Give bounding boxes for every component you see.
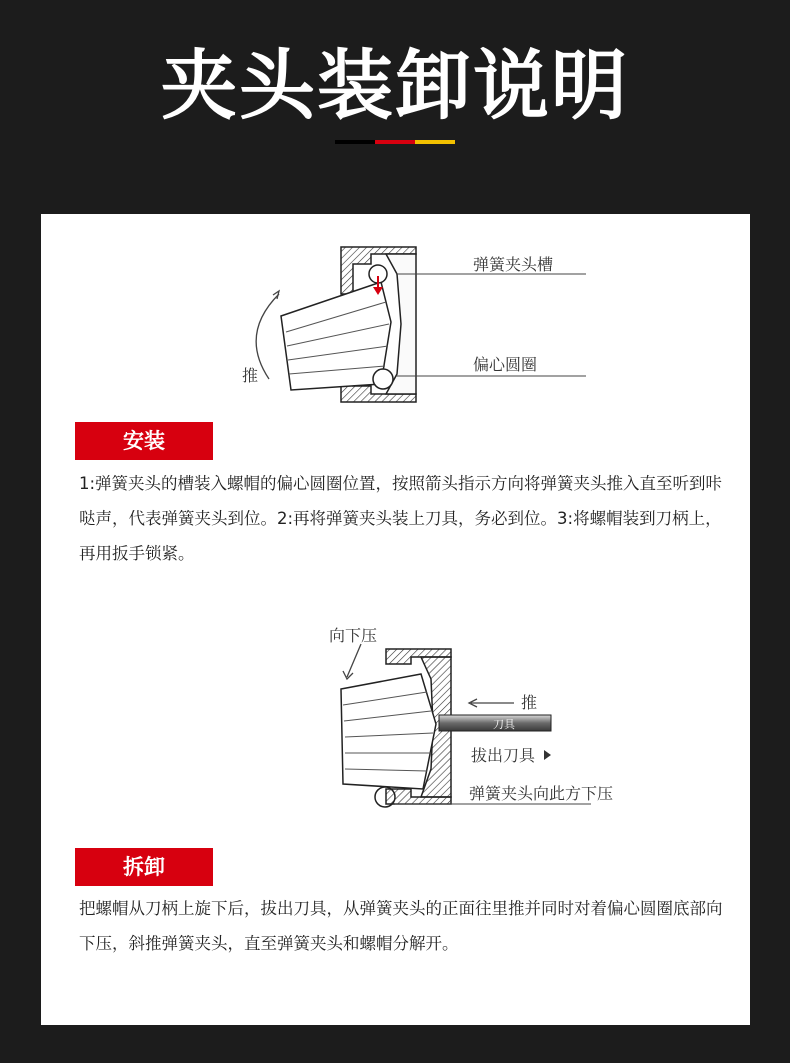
eccentric-ring-bottom — [373, 369, 393, 389]
remove-section-tag: 拆卸 — [75, 848, 213, 886]
remove-diagram — [271, 619, 631, 819]
install-diagram — [231, 234, 631, 414]
install-instructions: 1:弹簧夹头的槽装入螺帽的偏心圆圈位置，按照箭头指示方向将弹簧夹头推入直至听到咔哒声，代表弹簧夹头到位。2:再将弹簧夹头装上刀具，务必到位。3:将螺帽装到刀柄上，再用扳手锁紧。 — [79, 474, 723, 563]
label-pull-tool: 拔出刀具 — [471, 746, 536, 765]
label-collet-press: 弹簧夹头向此方下压 — [469, 784, 614, 803]
title-underline-red — [375, 140, 415, 144]
pull-out-arrow-icon — [544, 750, 551, 760]
install-section-tag: 安装 — [75, 422, 213, 460]
page-title: 夹头装卸说明 — [161, 41, 629, 130]
label-push-install: 推 — [242, 366, 259, 385]
label-eccentric-ring: 偏心圆圈 — [473, 355, 538, 374]
push-arrow-icon — [256, 294, 279, 379]
title-underline-yellow — [415, 140, 455, 144]
remove-instructions: 把螺帽从刀柄上旋下后，拔出刀具，从弹簧夹头的正面往里推并同时对着偏心圆圈底部向下压，斜推弹簧夹头，直至弹簧夹头和螺帽分解开。 — [79, 899, 723, 953]
label-press-down: 向下压 — [329, 626, 378, 645]
label-push-remove: 推 — [521, 693, 538, 712]
collet-body-2 — [341, 674, 436, 789]
label-collet-groove: 弹簧夹头槽 — [473, 255, 554, 274]
title-underline-black — [335, 140, 375, 144]
instruction-panel — [41, 214, 750, 1025]
label-tool: 刀具 — [493, 718, 515, 731]
